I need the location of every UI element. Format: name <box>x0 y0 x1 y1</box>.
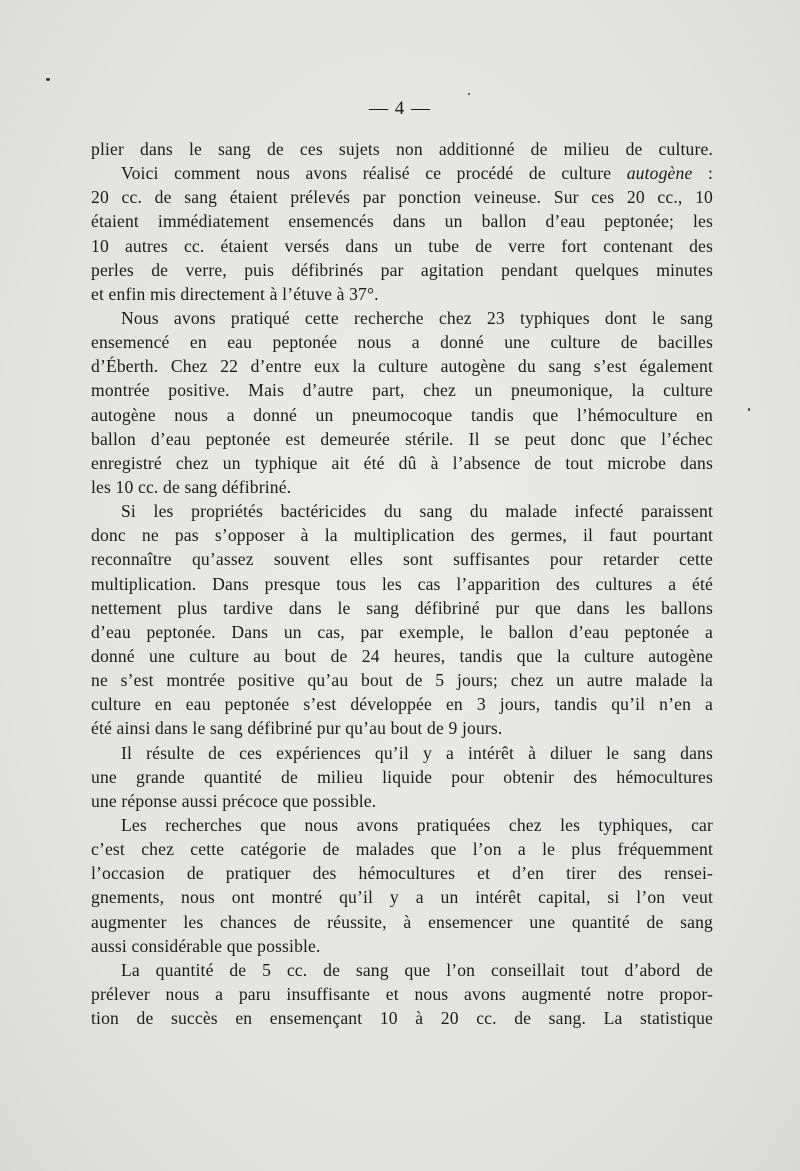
text-line: Nous avons pratiqué cette recherche chez 23 typhiques dont le sang <box>121 307 713 328</box>
text-line: une réponse aussi précoce que possible. <box>91 790 377 811</box>
text-line: d’Éberth. Chez 22 d’entre eux la culture autogène du sang s’est également <box>91 356 713 377</box>
text-line: ensemencé en eau peptonée nous a donné une culture de bacilles <box>91 332 713 353</box>
text-line: enregistré chez un typhique ait été dû à l’absence de tout microbe dans <box>91 452 713 473</box>
text-line: été ainsi dans le sang défibriné pur qu’au bout de 9 jours. <box>91 718 503 739</box>
body-text <box>91 137 713 1030</box>
text-line: autogène nous a donné un pneumocoque tandis que l’hémoculture en <box>91 404 713 425</box>
scan-speck <box>468 93 470 95</box>
page-number: — 4 — <box>369 98 431 119</box>
text-line <box>91 161 713 185</box>
text-line: Il résulte de ces expériences qu’il y a intérêt à diluer le sang dans <box>121 742 713 763</box>
text-line: ballon d’eau peptonée est demeurée stérile. Il se peut donc que l’échec <box>91 428 713 449</box>
text-line: plier dans le sang de ces sujets non additionné de milieu de culture. <box>91 139 713 159</box>
text-line: 10 autres cc. étaient versés dans un tube de verre fort contenant des <box>91 235 713 256</box>
text-line: La quantité de 5 cc. de sang que l’on conseillait tout d’abord de <box>121 959 713 980</box>
text-line: 20 cc. de sang étaient prélevés par ponction veineuse. Sur ces 20 cc., 10 <box>91 187 713 208</box>
text-line: reconnaître qu’assez souvent elles sont suffisantes pour retarder cette <box>91 549 713 570</box>
text-line: Les recherches que nous avons pratiquées chez les typhiques, car <box>121 814 713 835</box>
text-line: multiplication. Dans presque tous les cas l’apparition des cultures a été <box>91 573 713 594</box>
text-line: et enfin mis directement à l’étuve à 37°. <box>91 283 379 304</box>
text-line: donc ne pas s’opposer à la multiplication des germes, il faut pourtant <box>91 525 713 546</box>
text-line: ne s’est montrée positive qu’au bout de 5 jours; chez un autre malade la <box>91 670 713 691</box>
text-run: : <box>692 163 713 184</box>
text-line: une grande quantité de milieu liquide pour obtenir des hémocultures <box>91 766 713 787</box>
text-line: nettement plus tardive dans le sang défibriné pur que dans les ballons <box>91 597 713 618</box>
text-line: d’eau peptonée. Dans un cas, par exemple, le ballon d’eau peptonée a <box>91 621 713 642</box>
scan-speck <box>748 408 750 411</box>
text-line: Si les propriétés bactéricides du sang du malade infecté paraissent <box>121 501 713 522</box>
text-line: c’est chez cette catégorie de malades que l’on a le plus fréquemment <box>91 839 713 860</box>
italic-term: autogène <box>626 163 693 184</box>
text-line: tion de succès en ensemençant 10 à 20 cc. de sang. La statistique <box>91 1008 713 1029</box>
text-line: aussi considérable que possible. <box>91 935 321 956</box>
text-line: étaient immédiatement ensemencés dans un ballon d’eau peptonée; les <box>91 211 713 232</box>
text-line: montrée positive. Mais d’autre part, chez un pneumonique, la culture <box>91 380 713 401</box>
scan-speck <box>46 78 50 81</box>
text-line: perles de verre, puis défibrinés par agitation pendant quelques minutes <box>91 259 713 280</box>
text-line: gnements, nous ont montré qu’il y a un intérêt capital, si l’on veut <box>91 887 713 908</box>
text-line: augmenter les chances de réussite, à ensemencer une quantité de sang <box>91 911 713 932</box>
text-line: l’occasion de pratiquer des hémocultures et d’en tirer des rensei- <box>91 863 713 884</box>
text-line: donné une culture au bout de 24 heures, tandis que la culture autogène <box>91 645 713 666</box>
text-line: prélever nous a paru insuffisante et nous avons augmenté notre propor- <box>91 983 713 1004</box>
text-line: culture en eau peptonée s’est développée en 3 jours, tandis qu’il n’en a <box>91 694 713 715</box>
text-line: les 10 cc. de sang défibriné. <box>91 476 292 497</box>
text-run: Voici comment nous avons réalisé ce procédé de culture <box>121 163 627 184</box>
